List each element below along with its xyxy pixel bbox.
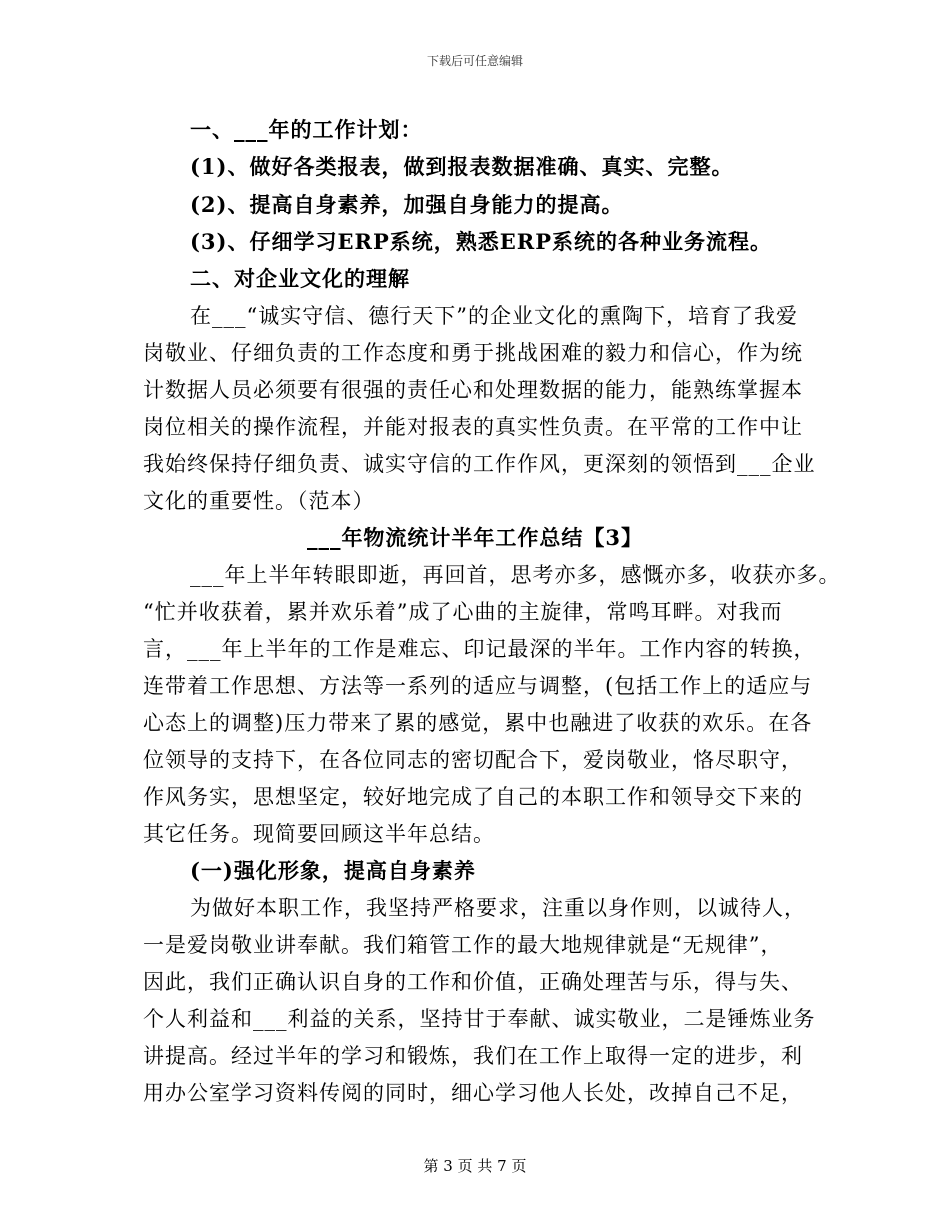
paragraph-line: 在___“诚实守信、德行天下”的企业文化的熏陶下，培育了我爱	[190, 304, 798, 328]
section-heading-culture: 二、对企业文化的理解	[190, 266, 410, 291]
plan-item-2: (2)、提高自身素养，加强自身能力的提高。	[190, 192, 624, 217]
paragraph-line: 心态上的调整)压力带来了累的感觉，累中也融进了收获的欢乐。在各	[143, 711, 813, 735]
paragraph-line: 我始终保持仔细负责、诚实守信的工作作风，更深刻的领悟到___企业	[143, 452, 816, 476]
section-heading-work-plan: 一、___年的工作计划：	[190, 117, 423, 142]
paragraph-line: 位领导的支持下，在各位同志的密切配合下，爱岗敬业，恪尽职守，	[143, 748, 803, 772]
paragraph-line: 言，___年上半年的工作是难忘、印记最深的半年。工作内容的转换，	[143, 637, 816, 661]
paragraph-line: 个人利益和___利益的关系，坚持甘于奉献、诚实敬业，二是锤炼业务	[143, 1007, 816, 1031]
paragraph-line: ___年上半年转眼即逝，再回首，思考亦多，感慨亦多，收获亦多。	[190, 563, 841, 587]
subsection-heading: (一)强化形象，提高自身素养	[190, 858, 476, 883]
paragraph-line: 讲提高。经过半年的学习和锻炼，我们在工作上取得一定的进步，利	[143, 1044, 803, 1068]
paragraph-line: 为做好本职工作，我坚持严格要求，注重以身作则，以诚待人，	[190, 896, 806, 920]
paragraph-line: 因此，我们正确认识自身的工作和价值，正确处理苦与乐，得与失、	[143, 970, 803, 994]
paragraph-line: 岗位相关的操作流程，并能对报表的真实性负责。在平常的工作中让	[143, 415, 803, 439]
page-footer: 第 3 页 共 7 页	[423, 1157, 527, 1175]
paragraph-line: 用办公室学习资料传阅的同时，细心学习他人长处，改掉自己不足，	[143, 1081, 803, 1105]
paragraph-line: 一是爱岗敬业讲奉献。我们箱管工作的最大地规律就是“无规律”，	[143, 933, 783, 957]
paragraph-line: 作风务实，思想坚定，较好地完成了自己的本职工作和领导交下来的	[143, 785, 803, 809]
paragraph-line: 岗敬业、仔细负责的工作态度和勇于挑战困难的毅力和信心，作为统	[143, 341, 803, 365]
document-title: ___年物流统计半年工作总结【3】	[306, 525, 644, 550]
plan-item-3: (3)、仔细学习ERP系统，熟悉ERP系统的各种业务流程。	[190, 229, 772, 254]
paragraph-line: “忙并收获着，累并欢乐着”成了心曲的主旋律，常鸣耳畔。对我而	[143, 600, 783, 624]
paragraph-line: 连带着工作思想、方法等一系列的适应与调整，(包括工作上的适应与	[143, 674, 813, 698]
page-header: 下载后可任意编辑	[426, 54, 523, 68]
paragraph-line: 文化的重要性。（范本）	[143, 489, 375, 513]
plan-item-1: (1)、做好各类报表，做到报表数据准确、真实、完整。	[190, 154, 734, 179]
paragraph-line: 其它任务。现简要回顾这半年总结。	[143, 822, 495, 846]
paragraph-line: 计数据人员必须要有很强的责任心和处理数据的能力，能熟练掌握本	[143, 378, 803, 402]
